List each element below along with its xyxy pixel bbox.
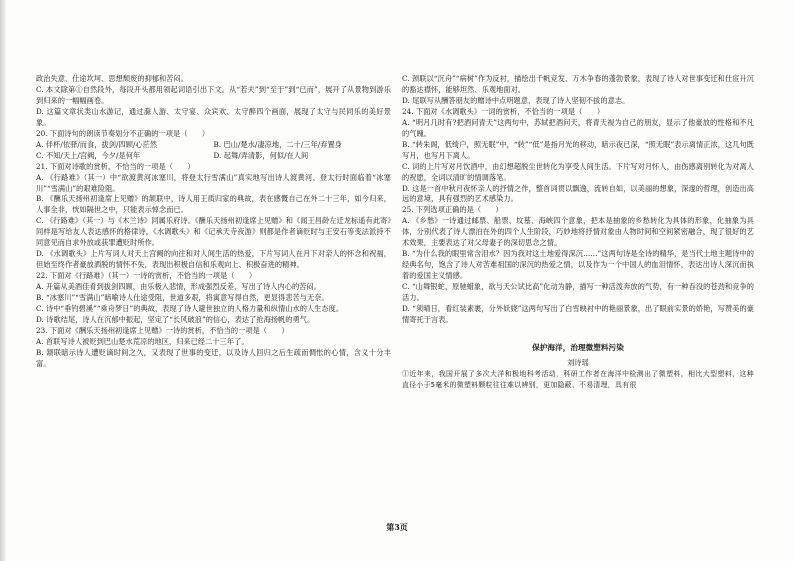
question-option: C. 词的上片写对月饮酒中，由幻想超脱尘世转化为享受人间生活。下片写对月怀人，由伤感离别转化为对离人的祝愿，全词以清旷的情调落笔。 bbox=[402, 161, 754, 182]
text-line: 政治失意、仕途坎坷、思想颓废的抑郁和苦闷。 bbox=[36, 74, 188, 83]
question-option: D. 起舞/弄清影，何似/在人间 bbox=[213, 150, 309, 160]
question-option: C. 《行路难》（其一）与《木兰诗》同属乐府诗。《酬乐天扬州初逢席上见赠》和《闻王昌龄左迁龙标遥有此寄》同样是写给友人表达感怀的格律诗，《水调歌头》和《记承天寺夜游》则都是作者谪贬时与王安石等变法派持不同意见而自求外放或获罪遭贬时所作。 bbox=[36, 216, 391, 248]
question-option: A. 伴杯/依驿/而食，拔剑/四顾/心茫然 bbox=[36, 139, 158, 149]
question-option: A. 《乡愁》一诗通过邮票、船票、坟墓、海峡四个意象，把本是抽象的乡愁转化为具体的形象，化抽象为具体，分别代表了诗人漂泊在外的四个人生阶段，巧妙地将抒情对象由人物时间和空间紧密融合，现了很好的艺术效果，主要表达了对父母妻子的深切思念之情。 bbox=[402, 216, 754, 248]
left-column bbox=[36, 74, 391, 370]
page-edge-shadow bbox=[0, 0, 6, 561]
question-option: A. “明月几时有?把酒问青天”这两句中，苏轼把酒问天，将青天视为自己的朋友，显示了他豪放的性格和不凡的气魄。 bbox=[402, 117, 754, 138]
question-option: D. 尾联写从酬答朋友的赠诗中点明题意，表现了诗人坚韧不拔的意志。 bbox=[402, 95, 630, 105]
question-stem: 20. 下面诗句的朗读节奏划分不正确的一项是（ ） bbox=[36, 128, 210, 138]
question-option: D. 诗歌结尾，诗人在沉郁中振起，坚定了“长风破浪”的信心，表达了抢海扬帆的勇气。 bbox=[36, 314, 315, 324]
question-option: C. 本文除第①自然段外，每段开头都用领起词语引出下文。从“若夫”到“至于”到“已而”，展开了从景物到游乐到归来的一幅幅画卷。 bbox=[36, 84, 391, 105]
question-option: B. 《酬乐天扬州初逢席上见赠》的颔联中，诗人用王质归家的典故，表在感慨自己在外二十三年，如今归来，人事全非，恍如隔世之中，只能表示悼念而已。 bbox=[36, 194, 391, 215]
question-option: B. 颔联暗示诗人遭贬谪时间之久，又表现了世事的变迁，以及诗人回归之后生疏而惆怅的心情，含义十分丰富。 bbox=[36, 347, 391, 368]
question-option: D. 这篇文章状类山水游记，通过滁人游、太守宴、众宾欢、太守醉四个画面，展现了太守与民同乐的美好景象。 bbox=[36, 106, 391, 127]
right-column bbox=[402, 74, 754, 391]
question-option: C. “山舞银蛇，原驰蜡象，欲与天公试比高”化动为静，描写一种活泼奔放的气势，有一种吞没的苍劲和竞争的活力。 bbox=[402, 282, 754, 303]
question-stem: 24. 下面对《水调歌头》一词的赏析，不恰当的一项是（ ） bbox=[402, 106, 605, 116]
option-row bbox=[36, 151, 391, 162]
question-option: B. 巴山/楚水/凄凉地，二十/三年/弃置身 bbox=[213, 139, 342, 149]
article-title: 保护海洋，治理微塑料污染 bbox=[532, 342, 624, 352]
article-author: 刘诗瑶 bbox=[567, 357, 589, 367]
question-option: B. “冰塞川”“雪满山”暗喻诗人仕途受阻，世道多艰，将寓意写得自然，更显得悲苦与无奈。 bbox=[36, 293, 329, 303]
page-number: 第3页 bbox=[386, 522, 408, 532]
question-stem: 21. 下面对诗歌的赏析，不恰当的一项是（ ） bbox=[36, 161, 195, 171]
question-option: C. 颈联以“沉舟”“病树”作为反衬，描绘出千帆竞发、万木争春的蓬勃景象，表现了诗人对世事变迁和仕宦升沉的豁达襟怀，能够坦然、乐观地面对。 bbox=[402, 74, 754, 94]
question-option: A. 首联写诗人被贬到巴山楚水荒凉的地区，归来已经二十三年了。 bbox=[36, 336, 249, 346]
question-option: D. 这是一首中秋月夜怀亲人的抒情之作，整首词贯以飘逸，流转自如，以美丽的想象，深邃的哲理，创造出高远的意境，具有强烈的艺术感染力。 bbox=[402, 183, 754, 204]
question-option: B. “为什么我的眼里常含泪水？因为我对这土地爱得深沉……”这两句诗是全诗的精华，是当代土地主题诗中的经典名句，饱含了诗人对苦难祖国的深沉的热爱之情，以及作为一个中国人的血泪情怀，表达出诗人深沉而执着的爱国主义情感。 bbox=[402, 249, 754, 281]
question-option: C. 诗中“垂钓碧溪”“乘舟梦日”的典故，表现了诗人避世独立的人格力量和纵情山水的人生态度。 bbox=[36, 304, 344, 314]
question-stem: 25. 下列选项正确的是（ ） bbox=[402, 205, 503, 215]
question-option: A. 《行路难》（其一）中“欲渡黄河冰塞川，将登太行雪满山”真实地写出诗人渡黄河、登太行时面临着“冰塞川”“雪满山”的艰难险阻。 bbox=[36, 172, 391, 193]
question-option: D. 《水调歌头》上片写词人对天上宫阙的向往和对人间生活的热爱，下片写词人在月下对亲人的怀念和祝福，但始至终作者豪放洒脱的情怀不失，表现出积极自信和乐观向上、积极奋进的精神。 bbox=[36, 249, 391, 270]
question-stem: 23. 下面对《酬乐天扬州初逢席上见赠》一诗的赏析，不恰当的一项是（ ） bbox=[36, 325, 289, 335]
question-stem: 22. 下面对《行路难》（其一）一诗的赏析，不恰当的一项是（ ） bbox=[36, 271, 257, 281]
question-option: A. 开篇从美酒佳肴到拔剑四顾，由乐极入悲情，形成强烈反差，写出了诗人内心的苦闷。 bbox=[36, 282, 321, 292]
question-option: C. 不知/天上/宫阙，今夕/是何年 bbox=[36, 150, 141, 160]
question-option: D. “须晴日，看红装素裹，分外妖娆”这两句写出了白雪映衬中的艳丽景象，出了眼前实景的娇艳，写赞美的豪情寄托于言表。 bbox=[402, 304, 754, 324]
question-option: B. “转朱阁，低绮户，照无眠”中，“转”“低”是指月光的移动，暗示夜已深，“照无眠”表示离情正浓，这几句既写月，也写月下离人。 bbox=[402, 139, 754, 160]
article-paragraph: ①近年来，我国开展了多次大洋和极地科考活动，科研工作者在海洋中检测出了微塑料，相比大型塑料，这种直径小于5毫米的微塑料颗粒往往难以辨别，更加隐蔽、不易清理，具有很 bbox=[402, 369, 754, 389]
option-row bbox=[36, 140, 391, 151]
